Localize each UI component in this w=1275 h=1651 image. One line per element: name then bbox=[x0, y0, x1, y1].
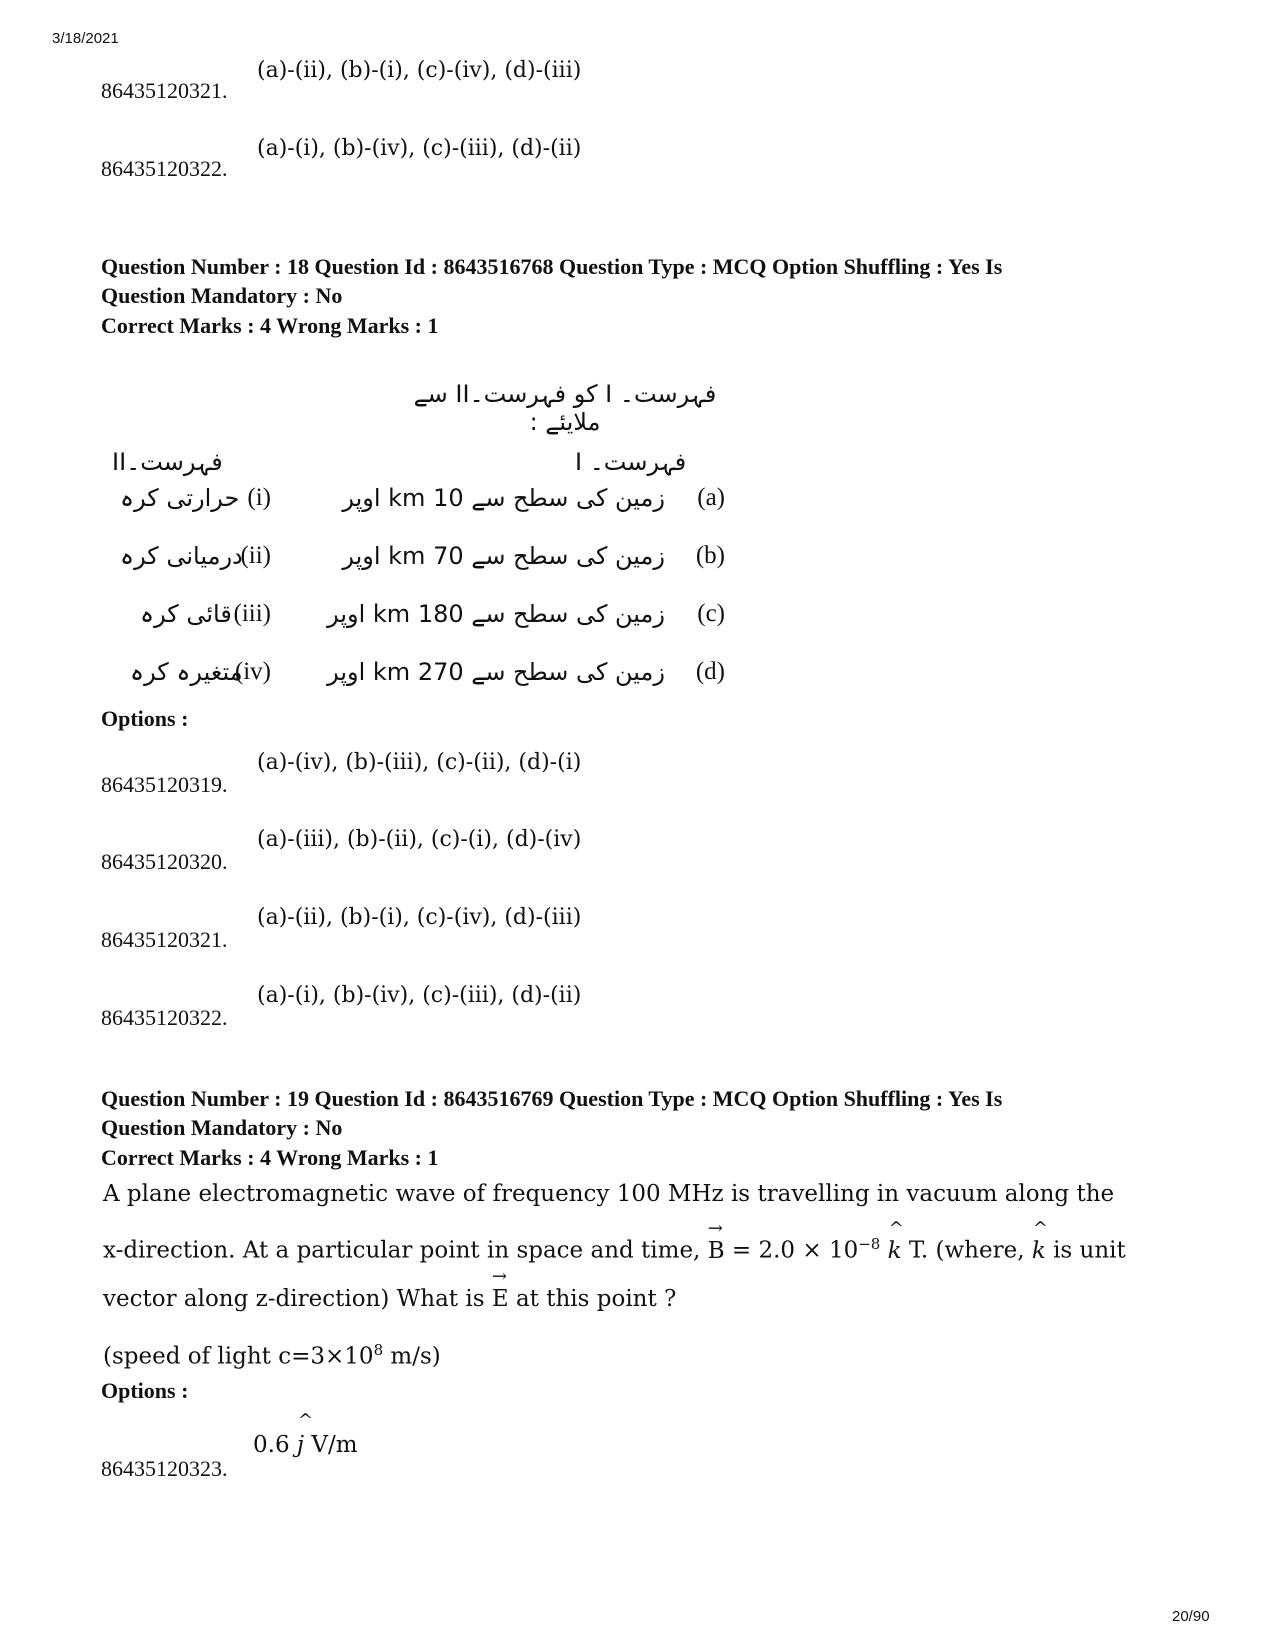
text-run: vector along z-direction) What is bbox=[103, 1286, 485, 1312]
list-1-text: زمین کی سطح سے 180 km اوپر bbox=[327, 600, 665, 628]
unit-vector-j-symbol: ^ j bbox=[297, 1432, 304, 1458]
text-run: at this point ? bbox=[508, 1286, 677, 1312]
text-run: V/m bbox=[304, 1432, 358, 1458]
question-19-text-line bbox=[103, 1336, 441, 1371]
unit-vector-k-symbol: ^ k bbox=[1032, 1237, 1046, 1265]
options-label: Options : bbox=[101, 706, 189, 731]
option-row[interactable] bbox=[101, 750, 582, 798]
list-1-text: زمین کی سطح سے 10 km اوپر bbox=[342, 484, 665, 512]
header-line: Question Mandatory : No bbox=[101, 283, 343, 308]
list-2-text: حرارتی کرہ bbox=[120, 484, 240, 512]
text-run: x-direction. At a particular point in space and time, bbox=[103, 1237, 701, 1264]
option-row[interactable] bbox=[101, 983, 582, 1031]
option-row[interactable] bbox=[101, 58, 582, 104]
list-2-label: (i) bbox=[247, 484, 271, 511]
exponent: 8 bbox=[373, 1341, 384, 1359]
header-line: Question Number : 19 Question Id : 8643516769 Question Type : MCQ Option Shuffling : Yes Is bbox=[101, 1086, 1003, 1111]
print-date: 3/18/2021 bbox=[52, 30, 119, 47]
header-line: Question Mandatory : No bbox=[101, 1115, 343, 1140]
question-19-header bbox=[101, 1084, 1002, 1142]
list-2-label: (iii) bbox=[233, 600, 271, 627]
text-run: 0.6 bbox=[253, 1432, 290, 1458]
unit-vector-k-symbol: ^ k bbox=[888, 1237, 902, 1265]
list-1-text: زمین کی سطح سے 270 km اوپر bbox=[327, 658, 665, 686]
text-run: T. (where, bbox=[901, 1237, 1025, 1264]
option-id: 86435120319. bbox=[101, 772, 228, 797]
question-19-text-line bbox=[103, 1285, 676, 1313]
question-19-text-line: A plane electromagnetic wave of frequency 100 MHz is travelling in vacuum along the bbox=[103, 1181, 1115, 1207]
option-id: 86435120323. bbox=[101, 1456, 228, 1481]
list-1-label: (b) bbox=[695, 542, 725, 569]
option-text: (a)-(ii), (b)-(i), (c)-(iv), (d)-(iii) bbox=[257, 905, 582, 930]
option-text: (a)-(i), (b)-(iv), (c)-(iii), (d)-(ii) bbox=[257, 136, 582, 161]
option-id: 86435120322. bbox=[101, 1005, 228, 1030]
text-run: = 2.0 × 10 bbox=[724, 1237, 859, 1264]
option-text: (a)-(ii), (b)-(i), (c)-(iv), (d)-(iii) bbox=[257, 58, 582, 83]
list-1-label: (a) bbox=[697, 484, 725, 511]
list-2-label: (iv) bbox=[234, 658, 271, 685]
list-1-label: (c) bbox=[697, 600, 725, 627]
option-text: (a)-(i), (b)-(iv), (c)-(iii), (d)-(ii) bbox=[257, 983, 582, 1008]
text-run: (speed of light c=3×10 bbox=[103, 1343, 374, 1370]
list-2-text: درمیانی کرہ bbox=[120, 542, 243, 570]
option-id: 86435120322. bbox=[101, 156, 228, 181]
list-2-heading: فہرست۔II bbox=[112, 448, 223, 476]
header-line: Question Number : 18 Question Id : 8643516768 Question Type : MCQ Option Shuffling : Yes Is bbox=[101, 254, 1003, 279]
option-row[interactable] bbox=[101, 905, 582, 953]
list-2-label: (ii) bbox=[240, 542, 271, 569]
options-label: Options : bbox=[101, 1378, 189, 1403]
text-run: m/s) bbox=[383, 1343, 441, 1370]
question-19-text-line bbox=[103, 1230, 1126, 1265]
question-18-marks: Correct Marks : 4 Wrong Marks : 1 bbox=[101, 313, 439, 338]
option-row[interactable] bbox=[101, 827, 582, 875]
vector-b-symbol: → B bbox=[708, 1237, 725, 1265]
question-18-header bbox=[101, 252, 1002, 310]
list-1-text: زمین کی سطح سے 70 km اوپر bbox=[342, 542, 665, 570]
exponent: −8 bbox=[858, 1235, 881, 1253]
option-text bbox=[253, 1432, 358, 1458]
option-text: (a)-(iv), (b)-(iii), (c)-(ii), (d)-(i) bbox=[257, 750, 582, 775]
list-2-text: قائی کرہ bbox=[140, 600, 232, 628]
list-1-heading: فہرست۔ I bbox=[575, 448, 687, 476]
question-19-marks: Correct Marks : 4 Wrong Marks : 1 bbox=[101, 1145, 439, 1170]
option-text: (a)-(iii), (b)-(ii), (c)-(i), (d)-(iv) bbox=[257, 827, 582, 852]
option-id: 86435120321. bbox=[101, 78, 228, 103]
list-1-label: (d) bbox=[695, 658, 725, 685]
list-2-text: متغیرہ کرہ bbox=[130, 658, 243, 686]
option-row[interactable] bbox=[101, 1432, 358, 1482]
option-id: 86435120320. bbox=[101, 849, 228, 874]
text-run: is unit bbox=[1045, 1237, 1126, 1264]
page-number: 20/90 bbox=[1172, 1608, 1210, 1625]
urdu-instruction: فہرست۔ I کو فہرست۔II سے ملایئے : bbox=[413, 380, 717, 436]
option-row[interactable] bbox=[101, 136, 582, 182]
vector-e-symbol: → E bbox=[492, 1285, 509, 1313]
option-id: 86435120321. bbox=[101, 927, 228, 952]
